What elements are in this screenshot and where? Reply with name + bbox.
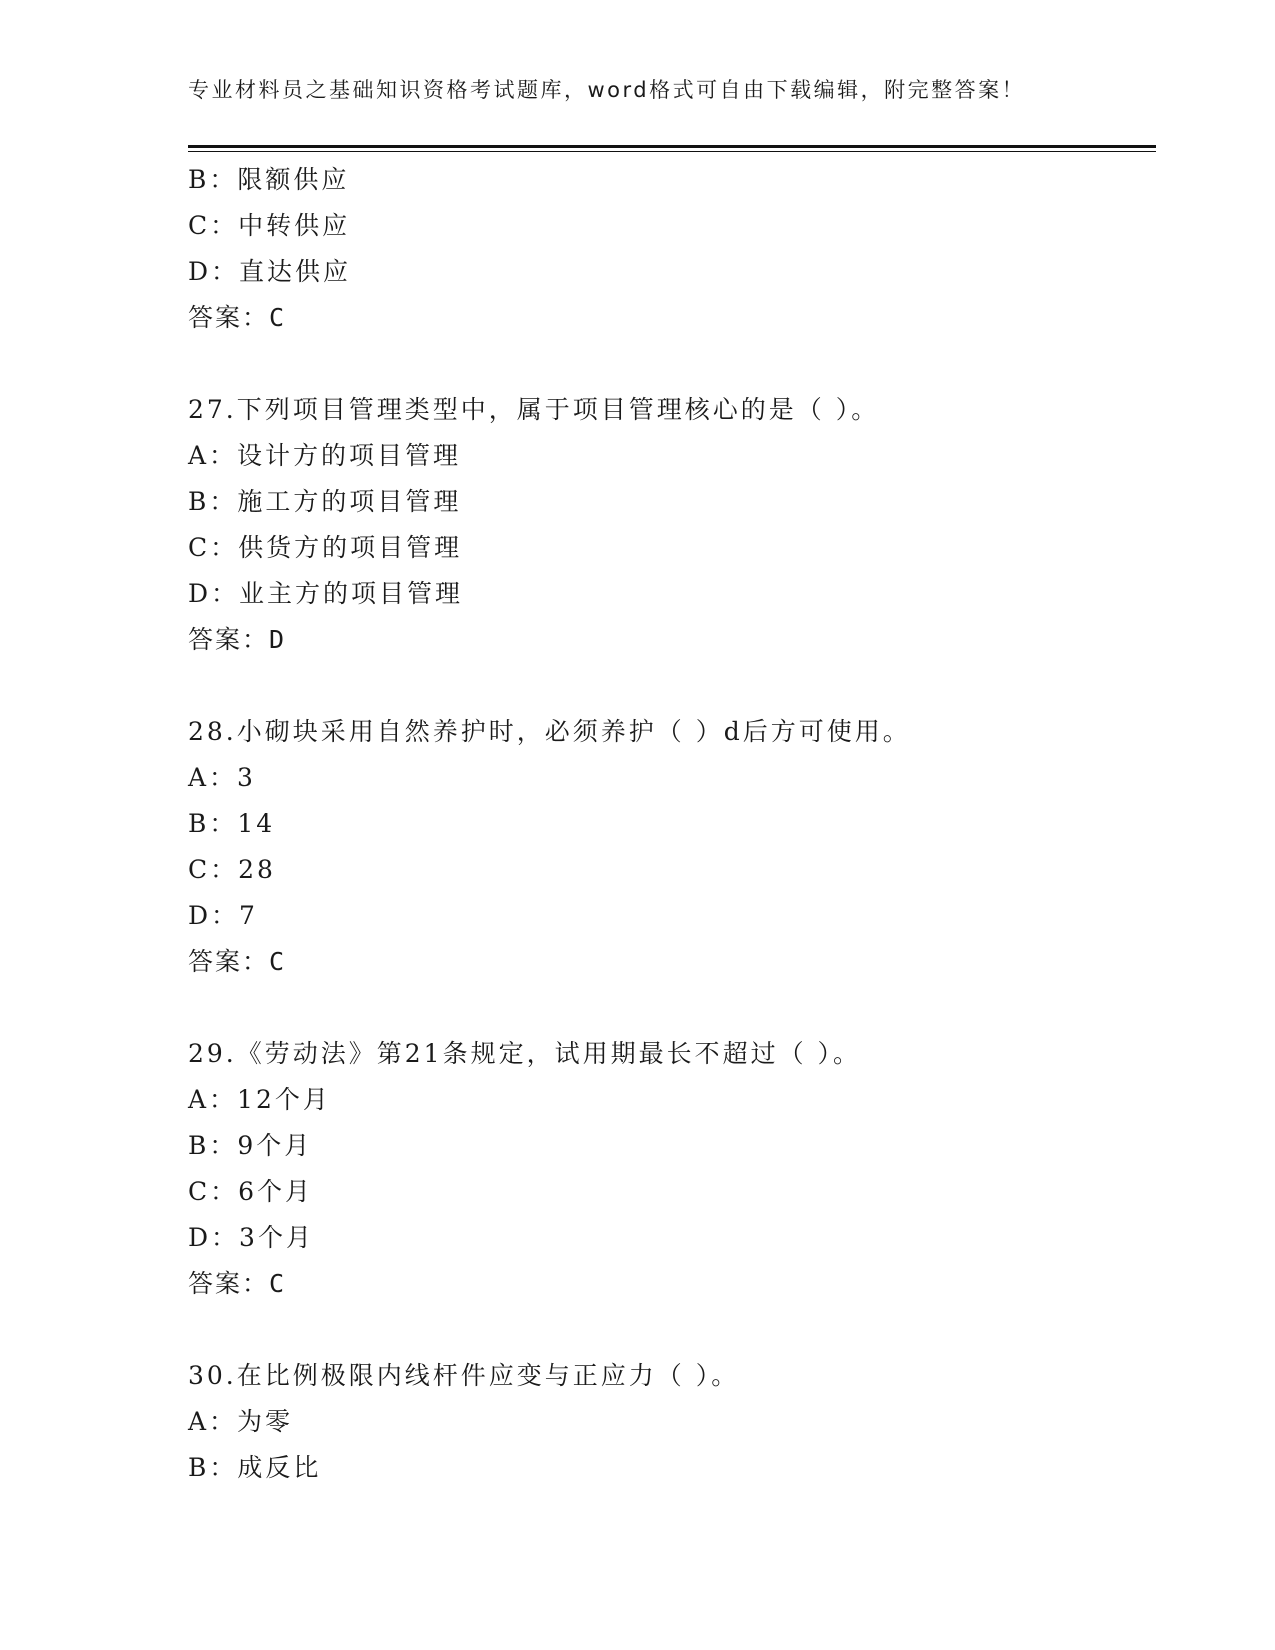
option-a: A：为零 xyxy=(188,1407,294,1436)
option-b: B：施工方的项目管理 xyxy=(188,487,462,516)
option-a: A：12个月 xyxy=(188,1085,331,1114)
answer-line xyxy=(188,295,1148,341)
question-text: 29.《劳动法》第21条规定，试用期最长不超过（ ）。 xyxy=(188,1039,862,1068)
answer-value: C xyxy=(269,947,287,976)
header-rule-thin xyxy=(188,151,1156,152)
option-a: A：设计方的项目管理 xyxy=(188,441,462,470)
spacer xyxy=(188,663,1148,709)
header-rule-thick xyxy=(188,145,1156,148)
spacer xyxy=(188,1307,1148,1353)
question-text: 27.下列项目管理类型中，属于项目管理核心的是（ ）。 xyxy=(188,395,880,424)
answer-value: D xyxy=(269,625,287,654)
question-block xyxy=(188,157,1148,341)
question-text: 30.在比例极限内线杆件应变与正应力（ ）。 xyxy=(188,1361,740,1390)
answer-line xyxy=(188,939,1148,985)
option-c: C：6个月 xyxy=(188,1177,314,1206)
option-b: B：9个月 xyxy=(188,1131,313,1160)
answer-label: 答案： xyxy=(188,303,270,332)
question-block xyxy=(188,1031,1148,1307)
option-b: B：限额供应 xyxy=(188,165,350,194)
option-c: C：供货方的项目管理 xyxy=(188,533,463,562)
question-block xyxy=(188,709,1148,985)
option-d: D：3个月 xyxy=(188,1223,314,1252)
option-b: B：14 xyxy=(188,809,276,838)
option-b: B：成反比 xyxy=(188,1453,322,1482)
answer-label: 答案： xyxy=(188,625,270,654)
option-d: D：直达供应 xyxy=(188,257,352,286)
question-list xyxy=(188,157,1148,1491)
option-c: C：28 xyxy=(188,855,276,884)
answer-value: C xyxy=(269,1269,287,1298)
question-text: 28.小砌块采用自然养护时，必须养护（ ）d后方可使用。 xyxy=(188,717,911,746)
answer-label: 答案： xyxy=(188,947,270,976)
question-block xyxy=(188,1353,1148,1491)
answer-label: 答案： xyxy=(188,1269,270,1298)
option-a: A：3 xyxy=(188,763,256,792)
answer-line xyxy=(188,1261,1148,1307)
option-d: D：业主方的项目管理 xyxy=(188,579,464,608)
option-c: C：中转供应 xyxy=(188,211,351,240)
spacer xyxy=(188,341,1148,387)
answer-line xyxy=(188,617,1148,663)
answer-value: C xyxy=(269,303,287,332)
question-block xyxy=(188,387,1148,663)
option-d: D：7 xyxy=(188,901,258,930)
page-header: 专业材料员之基础知识资格考试题库，word格式可自由下载编辑，附完整答案！ xyxy=(188,78,1026,102)
spacer xyxy=(188,985,1148,1031)
